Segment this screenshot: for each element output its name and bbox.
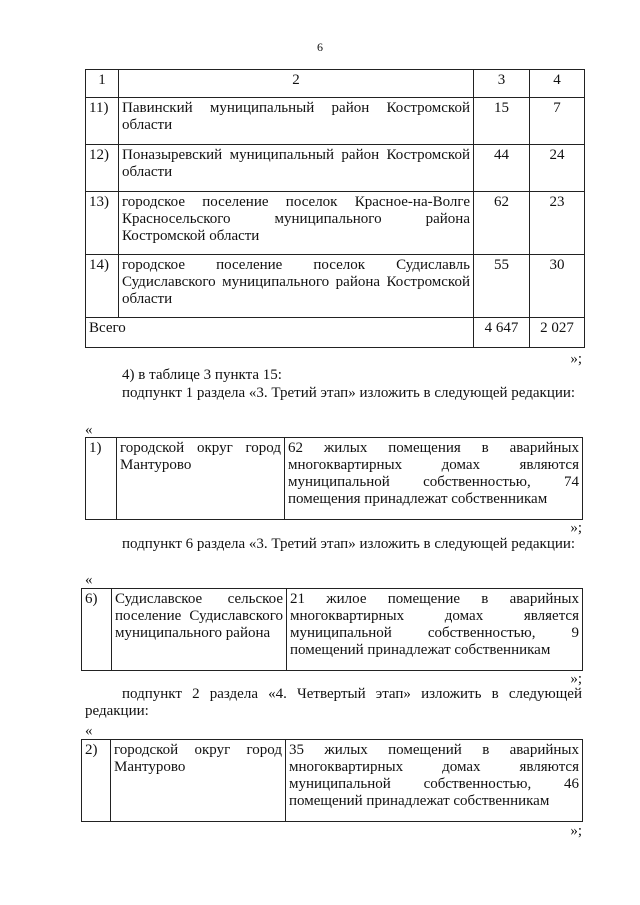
table-total-row bbox=[86, 318, 585, 348]
total-col4: 2 027 bbox=[530, 318, 585, 348]
row-col4: 23 bbox=[530, 192, 585, 255]
close-quote: »; bbox=[570, 823, 582, 839]
block-table bbox=[81, 588, 583, 671]
header-cell: 2 bbox=[119, 70, 474, 98]
row-col4: 7 bbox=[530, 98, 585, 145]
row-col3: 15 bbox=[474, 98, 530, 145]
block-table bbox=[85, 437, 583, 520]
main-table bbox=[85, 69, 585, 348]
block-intro: подпункт 1 раздела «3. Третий этап» изложить в следующей редакции: bbox=[122, 385, 576, 401]
row-col4: 30 bbox=[530, 255, 585, 318]
block-intro: подпункт 2 раздела «4. Четвертый этап» изложить в следующей редакции: bbox=[85, 686, 582, 719]
row-name: городское поселение поселок Красное-на-Волге Красносельского муниципального района Костромской области bbox=[119, 192, 474, 255]
open-quote: « bbox=[85, 572, 93, 588]
table-row bbox=[86, 98, 585, 145]
row-name: городское поселение поселок Судиславль Судиславского муниципального района Костромской области bbox=[119, 255, 474, 318]
table-header-row bbox=[86, 70, 585, 98]
table-row bbox=[86, 192, 585, 255]
row-number: 11) bbox=[86, 98, 119, 145]
header-cell: 4 bbox=[530, 70, 585, 98]
row-col4: 24 bbox=[530, 145, 585, 192]
row-number: 12) bbox=[86, 145, 119, 192]
row-number: 13) bbox=[86, 192, 119, 255]
block-text: 21 жилое помещение в аварийных многоквартирных домах является муниципальной собственностью, 9 помещений принадлежат собственникам bbox=[287, 589, 583, 671]
row-name: Поназыревский муниципальный район Костромской области bbox=[119, 145, 474, 192]
row-col3: 44 bbox=[474, 145, 530, 192]
row-col3: 62 bbox=[474, 192, 530, 255]
header-cell: 3 bbox=[474, 70, 530, 98]
row-name: Павинский муниципальный район Костромской области bbox=[119, 98, 474, 145]
block-intro: подпункт 6 раздела «3. Третий этап» изложить в следующей редакции: bbox=[122, 536, 576, 552]
header-cell: 1 bbox=[86, 70, 119, 98]
total-col3: 4 647 bbox=[474, 318, 530, 348]
open-quote: « bbox=[85, 723, 93, 739]
block-text: 62 жилых помещения в аварийных многоквартирных домах являются муниципальной собственностью, 74 помещения принадлежат собственникам bbox=[285, 438, 583, 520]
block-number: 2) bbox=[82, 740, 111, 822]
block-number: 1) bbox=[86, 438, 117, 520]
close-quote: »; bbox=[570, 351, 582, 367]
block-text: 35 жилых помещений в аварийных многоквартирных домах являются муниципальной собственностью, 46 помещений принадлежат собственникам bbox=[286, 740, 583, 822]
item-4-line: 4) в таблице 3 пункта 15: bbox=[122, 367, 282, 383]
open-quote: « bbox=[85, 422, 93, 438]
table-row bbox=[86, 145, 585, 192]
block-table bbox=[81, 739, 583, 822]
block-name: Судиславское сельское поселение Судиславского муниципального района bbox=[112, 589, 287, 671]
block-number: 6) bbox=[82, 589, 112, 671]
total-label: Всего bbox=[86, 318, 474, 348]
row-number: 14) bbox=[86, 255, 119, 318]
close-quote: »; bbox=[570, 520, 582, 536]
table-row bbox=[86, 255, 585, 318]
row-col3: 55 bbox=[474, 255, 530, 318]
block-name: городской округ город Мантурово bbox=[111, 740, 286, 822]
page-number: 6 bbox=[317, 40, 323, 54]
close-quote: »; bbox=[570, 671, 582, 687]
block-name: городской округ город Мантурово bbox=[117, 438, 285, 520]
